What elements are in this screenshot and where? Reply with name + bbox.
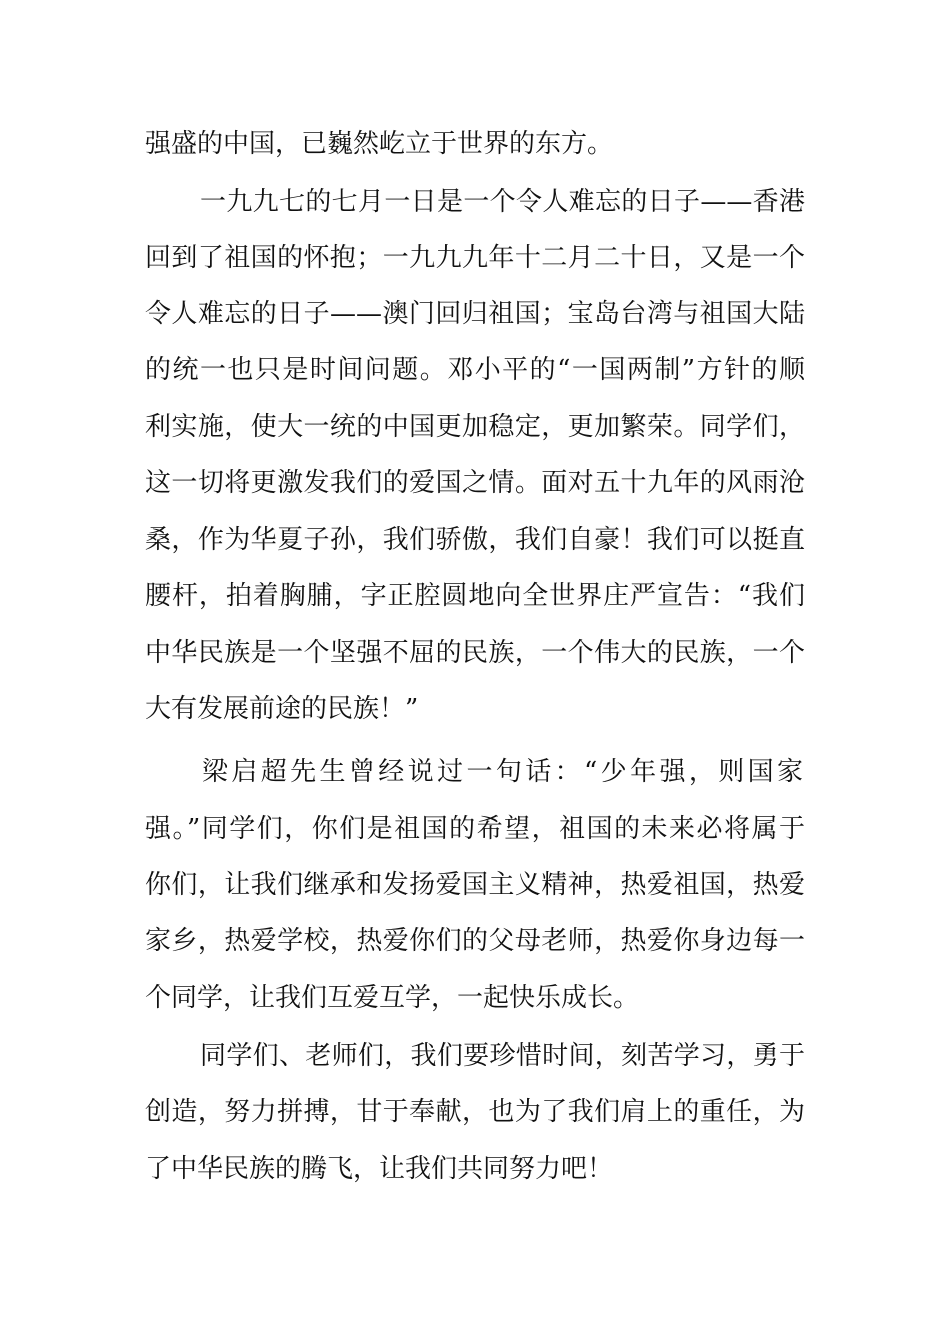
text-line: 这一切将更激发我们的爱国之情。面对五十九年的风雨沧 bbox=[145, 468, 805, 498]
text-line: 桑，作为华夏子孙，我们骄傲，我们自豪！我们可以挺直 bbox=[145, 525, 805, 555]
text-line: 大有发展前途的民族！” bbox=[145, 694, 419, 724]
text-line: 强。”同学们，你们是祖国的希望，祖国的未来必将属于 bbox=[145, 814, 805, 844]
text-line: 创造，努力拼搏，甘于奉献，也为了我们肩上的重任，为 bbox=[145, 1097, 805, 1127]
text-line: 令人难忘的日子——澳门回归祖国；宝岛台湾与祖国大陆 bbox=[145, 299, 805, 329]
text-line: 利实施，使大一统的中国更加稳定，更加繁荣。同学们， bbox=[145, 412, 805, 442]
text-line: 个同学，让我们互爱互学，一起快乐成长。 bbox=[145, 983, 640, 1013]
text-line: 强盛的中国，已巍然屹立于世界的东方。 bbox=[145, 129, 614, 159]
text-line: 梁启超先生曾经说过一句话：“少年强，则国家 bbox=[202, 757, 805, 787]
text-line: 回到了祖国的怀抱；一九九九年十二月二十日，又是一个 bbox=[145, 243, 805, 273]
text-line: 了中华民族的腾飞，让我们共同努力吧！ bbox=[145, 1154, 614, 1184]
text-line: 你们，让我们继承和发扬爱国主义精神，热爱祖国，热爱 bbox=[145, 870, 805, 900]
text-line: 一九九七的七月一日是一个令人难忘的日子——香港 bbox=[200, 187, 805, 217]
text-line: 同学们、老师们，我们要珍惜时间，刻苦学习，勇于 bbox=[200, 1041, 805, 1071]
text-line: 的统一也只是时间问题。邓小平的“一国两制”方针的顺 bbox=[145, 355, 805, 385]
text-line: 腰杆，拍着胸脯，字正腔圆地向全世界庄严宣告：“我们 bbox=[145, 581, 805, 611]
text-line: 家乡，热爱学校，热爱你们的父母老师，热爱你身边每一 bbox=[145, 926, 805, 956]
text-line: 中华民族是一个坚强不屈的民族，一个伟大的民族，一个 bbox=[145, 638, 805, 668]
